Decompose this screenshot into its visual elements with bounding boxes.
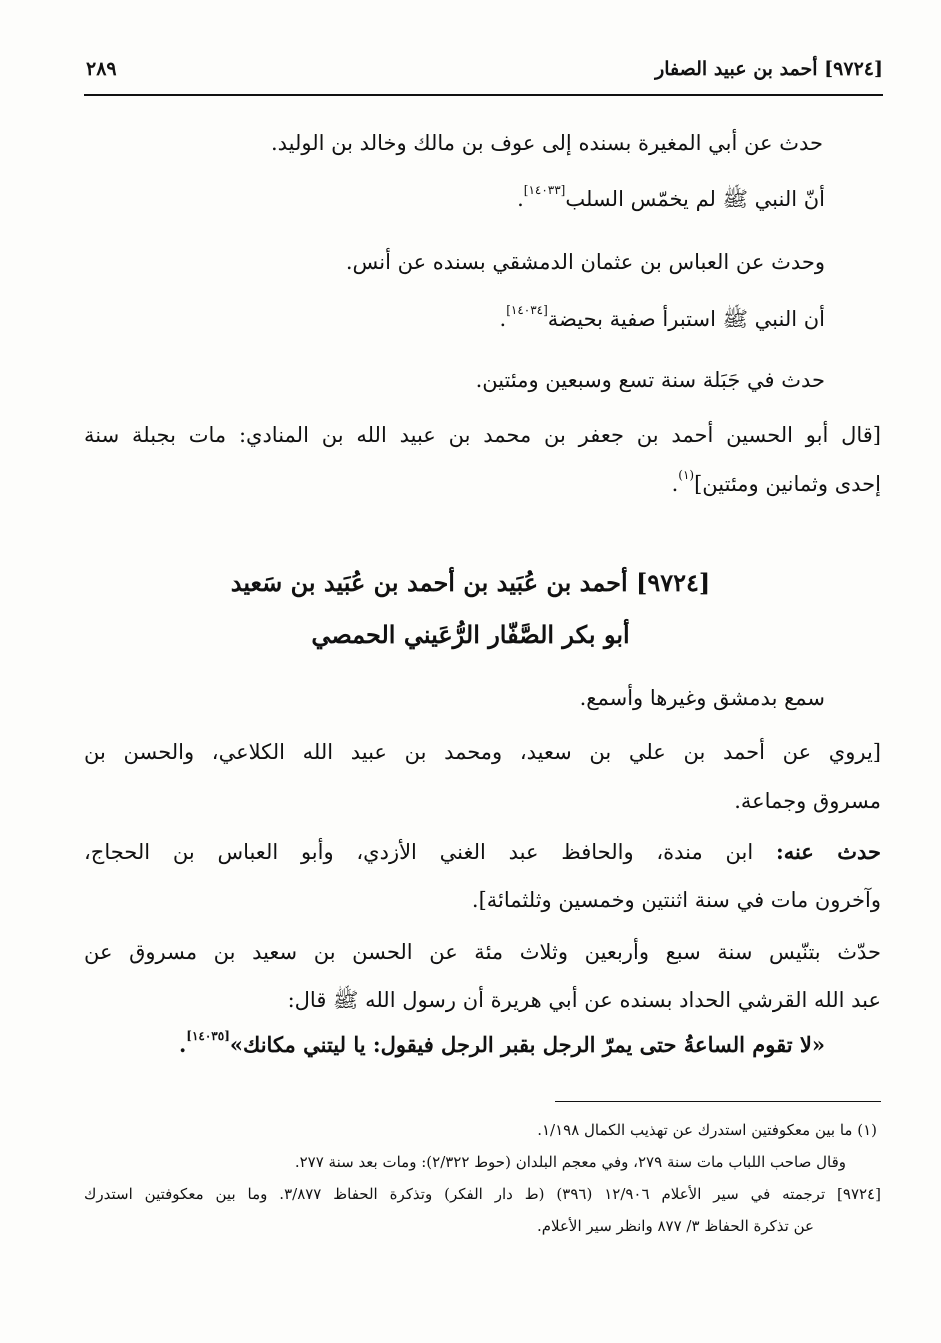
footnote-1-continued: وقال صاحب اللباب مات سنة ٢٧٩، وفي معجم البلدان (حوط ٢/٣٢٢): ومات بعد سنة ٢٧٧.: [294, 1153, 846, 1171]
paragraph-6-line-2: [672, 469, 881, 499]
entry-title-line-2: أبو بكر الصَّفّار الرُّعَيني الحمصي: [311, 620, 630, 649]
paragraph-6-end: .: [671, 472, 679, 496]
paragraph-1: حدث عن أبي المغيرة بسنده إلى عوف بن مالك وخالد بن الوليد.: [270, 131, 823, 155]
footnote-2-line-1: [٩٧٢٤] ترجمته في سير الأعلام ١٢/٩٠٦ (٣٩٦) (ط دار الفكر) وتذكرة الحفاظ ٣/٨٧٧. وما بين معكوفتين استدرك: [84, 1185, 881, 1203]
footnote-marker-1: (١): [678, 468, 695, 482]
paragraph-4-text: أن النبي ﷺ استبرأ صفية بحيضة: [547, 307, 825, 331]
paragraph-11-hadith: [179, 1030, 825, 1060]
paragraph-8-line-2: مسروق وجماعة.: [734, 789, 881, 813]
running-header-title: [٩٧٢٤] أحمد بن عبيد الصفار: [655, 58, 883, 80]
paragraph-4: [500, 304, 826, 334]
paragraph-2-text: أنّ النبي ﷺ لم يخمّس السلب: [565, 187, 825, 211]
paragraph-6-line-1: [قال أبو الحسين أحمد بن جعفر بن محمد بن عبيد الله بن المنادي: مات بجبلة سنة: [84, 423, 881, 447]
hadith-text: «لا تقوم الساعةُ حتى يمرّ الرجل بقبر الرجل فيقول: يا ليتني مكانك»: [229, 1032, 825, 1057]
paragraph-4-end: .: [499, 307, 507, 331]
paragraph-11-end: .: [178, 1032, 187, 1057]
entry-title-line-1: [٩٧٢٤] أحمد بن عُبَيد بن أحمد بن عُبَيد بن سَعيد: [230, 568, 711, 597]
header-rule: [84, 94, 883, 96]
hadith-ref-14035: [١٤٠٣٥]: [186, 1029, 230, 1043]
paragraph-3: وحدث عن العباس بن عثمان الدمشقي بسنده عن أنس.: [345, 250, 825, 274]
page-number: ٢٨٩: [86, 58, 117, 80]
paragraph-2-end: .: [517, 187, 524, 211]
footnote-rule: [555, 1101, 881, 1102]
paragraph-9-line-1-text: ابن مندة، والحافظ عبد الغني الأزدي، وأبو العباس بن الحجاج،: [84, 840, 776, 864]
footnote-1: (١) ما بين معكوفتين استدرك عن تهذيب الكمال ١/١٩٨.: [537, 1121, 877, 1139]
paragraph-8-line-1: [يروي عن أحمد بن علي بن سعيد، ومحمد بن عبيد الله الكلاعي، والحسن بن: [84, 740, 881, 764]
paragraph-10-line-2: عبد الله القرشي الحداد بسنده عن أبي هريرة أن رسول الله ﷺ قال:: [287, 988, 881, 1012]
paragraph-5: حدث في جَبَلة سنة تسع وسبعين ومئتين.: [475, 368, 825, 392]
footnote-2-line-2: عن تذكرة الحفاظ ٣/ ٨٧٧ وانظر سير الأعلام.: [536, 1217, 814, 1235]
narrators-label: حدث عنه:: [775, 839, 882, 864]
paragraph-9-line-2: وآخرون مات في سنة اثنتين وخمسين وثلثمائة].: [471, 888, 881, 912]
paragraph-6-line-2-text: إحدى وثمانين ومئتين]: [694, 472, 881, 496]
paragraph-7: سمع بدمشق وغيرها وأسمع.: [579, 686, 825, 710]
paragraph-2: [517, 184, 825, 214]
paragraph-10-line-1: حدّث بتنّيس سنة سبع وأربعين وثلاث مئة عن الحسن بن سعيد بن مسروق عن: [84, 940, 881, 964]
hadith-ref-14033: [١٤٠٣٣]: [523, 183, 566, 197]
hadith-ref-14034: [١٤٠٣٤]: [506, 303, 548, 317]
paragraph-9-line-1: [84, 837, 881, 867]
